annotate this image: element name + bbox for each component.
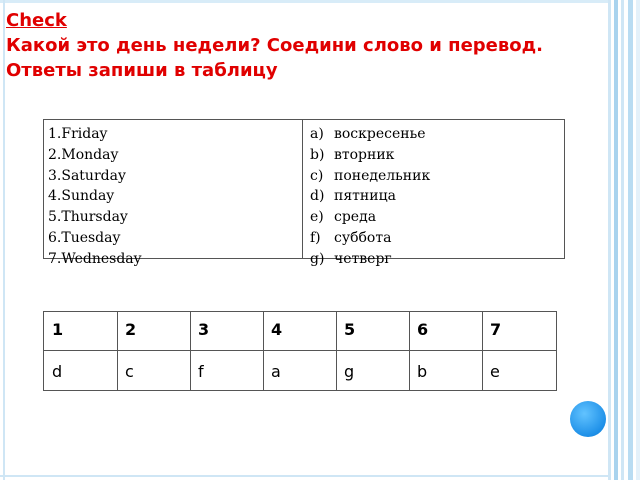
answer-number: 5 [344,320,356,339]
answers-col-divider [190,312,191,390]
russian-day [310,207,430,228]
title-check: Check [6,10,67,31]
top-border-decoration [0,0,608,3]
russian-day-word: пятница [334,188,396,205]
answers-col-divider [263,312,264,390]
slide-title [6,8,543,83]
russian-day [310,228,430,249]
english-day: 4.Sunday [48,188,115,205]
russian-day [310,186,430,207]
answer-letter: d [52,362,63,381]
russian-day-letter: a) [310,126,324,142]
russian-day-word: среда [334,209,377,226]
left-border-decoration [3,0,5,480]
english-day: 7.Wednesday [48,250,142,267]
answer-letter: c [125,362,134,381]
answers-col-divider [409,312,410,390]
answer-letter: a [271,362,281,381]
russian-day [310,124,430,145]
russian-day-word: воскресенье [334,126,426,142]
title-instruction: Ответы запиши в таблицу [6,60,278,81]
answer-number: 3 [198,320,210,339]
answer-number: 1 [52,320,64,339]
answers-table [43,311,557,391]
words-table [43,119,565,267]
russian-day-letter: f) [310,229,321,246]
russian-days-list [310,124,430,270]
russian-day-letter: c) [310,167,324,184]
russian-day-letter: d) [310,188,325,205]
russian-day-word: суббота [334,229,392,246]
russian-day-letter: e) [310,209,324,226]
english-day: 3.Saturday [48,167,126,184]
russian-day-word: понедельник [334,167,431,184]
answer-letter: f [198,362,204,381]
russian-day-word: четверг [334,250,392,267]
answers-col-divider [336,312,337,390]
words-divider [302,120,303,258]
russian-day [310,145,430,166]
blue-circle-decoration [570,401,606,437]
english-day: 2.Monday [48,146,119,163]
english-day: 1.Friday [48,126,108,142]
english-days-list [48,124,142,270]
answers-col-divider [117,312,118,390]
english-day: 5.Thursday [48,209,128,226]
answer-letter: g [344,362,355,381]
bottom-border-decoration [0,475,608,477]
right-stripes-decoration [608,0,640,480]
russian-day-letter: b) [310,146,325,163]
answer-number: 2 [125,320,137,339]
answer-number: 4 [271,320,283,339]
answer-letter: e [490,362,500,381]
answer-letter: b [417,362,428,381]
english-day: 6.Tuesday [48,229,121,246]
title-question: Какой это день недели? Соедини слово и перевод. [6,35,544,56]
answer-number: 6 [417,320,429,339]
russian-day [310,249,430,270]
russian-day-word: вторник [334,146,395,163]
russian-day-letter: g) [310,250,325,267]
answers-col-divider [482,312,483,390]
answers-row-divider [44,350,556,351]
answer-number: 7 [490,320,502,339]
russian-day [310,166,430,187]
